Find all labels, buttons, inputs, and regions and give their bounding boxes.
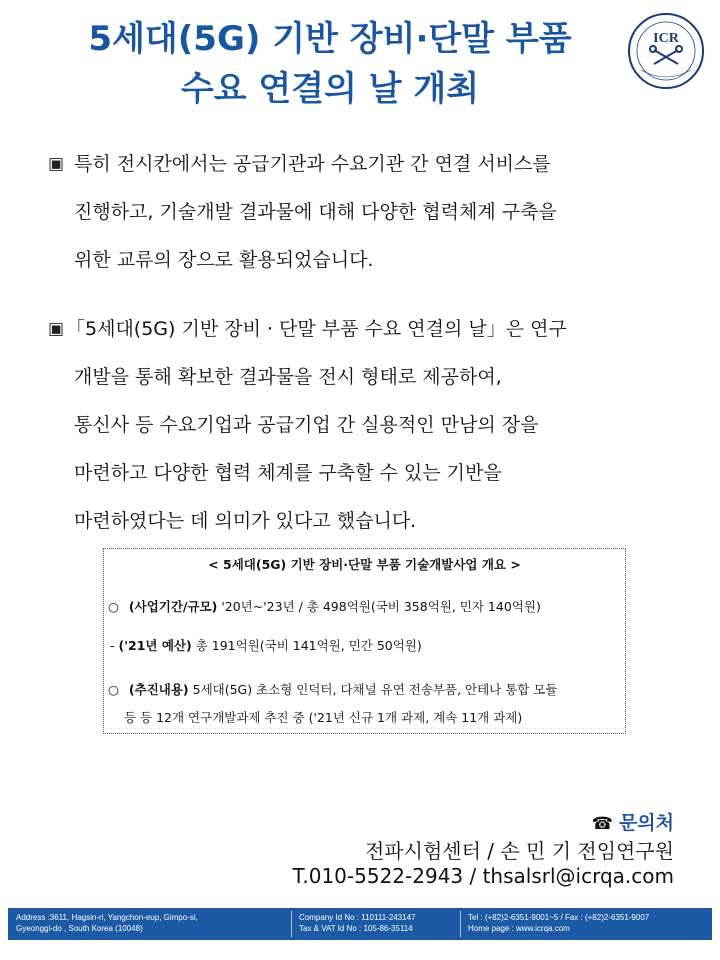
summary-title: < 5세대(5G) 기반 장비·단말 부품 기술개발사업 개요 > <box>208 557 521 572</box>
page-title <box>30 14 630 114</box>
footer-company-line: Tax & VAT Id No : 105-86-35114 <box>299 924 413 933</box>
paragraph-line: 개발을 통해 확보한 결과물을 전시 형태로 제공하여, <box>74 366 502 388</box>
contact-heading-label: 문의처 <box>618 812 674 834</box>
paragraph-2 <box>44 305 684 545</box>
summary-item-budget <box>110 636 422 654</box>
summary-item-text: 총 191억원(국비 141억원, 민간 50억원) <box>191 638 422 653</box>
phone-icon: ☎ <box>591 814 613 834</box>
footer-company-ids <box>299 912 416 934</box>
logo-text: ICR <box>653 31 679 46</box>
dash-bullet: - <box>110 638 119 653</box>
footer-divider <box>460 911 461 937</box>
footer-contact <box>468 912 649 934</box>
footer-address-line: Gyeonggi-do , South Korea (10048) <box>16 924 143 933</box>
circle-bullet-icon: ○ <box>108 599 119 614</box>
paragraph-line: 마련하고 다양한 협력 체계를 구축할 수 있는 기반을 <box>74 462 502 484</box>
title-line-2: 수요 연결의 날 개최 <box>180 69 480 109</box>
footer-homepage-line: Home page : www.icrqa.com <box>468 924 570 933</box>
paragraph-line: 특히 전시칸에서는 공급기관과 수요기관 간 연결 서비스를 <box>74 153 551 175</box>
paragraph-line: 통신사 등 수요기업과 공급기업 간 실용적인 만남의 장을 <box>74 414 539 436</box>
summary-item-text: 5세대(5G) 초소형 인덕터, 다채널 유연 전송부품, 안테나 통합 모듈 <box>188 682 558 697</box>
circle-bullet-icon: ○ <box>108 682 119 697</box>
icr-logo <box>627 12 705 90</box>
footer-divider <box>291 911 292 937</box>
title-line-1: 5세대(5G) 기반 장비·단말 부품 <box>88 19 572 59</box>
summary-item-label: (추진내용) <box>128 682 189 697</box>
contact-heading <box>592 808 674 835</box>
summary-item-period <box>108 597 541 615</box>
footer-address-line: Address :3611, Hagsin-ri, Yangchon-eup, Gimpo-si, <box>16 913 198 922</box>
summary-item-content-line2: 등 등 12개 연구개발과제 추진 중 ('21년 신규 1개 과제, 계속 11개 과제) <box>124 710 523 725</box>
paragraph-line: 「5세대(5G) 기반 장비 · 단말 부품 수요 연결의 날」은 연구 <box>66 318 567 340</box>
footer-bar <box>8 908 712 940</box>
paragraph-line: 진행하고, 기술개발 결과물에 대해 다양한 협력체계 구축을 <box>74 201 557 223</box>
square-bullet-icon: ▣ <box>48 154 65 174</box>
summary-item-text: '20년~'23년 / 총 498억원(국비 358억원, 민자 140억원) <box>217 599 541 614</box>
square-bullet-icon: ▣ <box>48 319 65 339</box>
paragraph-1 <box>44 140 684 284</box>
paragraph-line: 위한 교류의 장으로 활용되었습니다. <box>74 249 374 271</box>
footer-company-line: Company Id No : 110111-243147 <box>299 913 416 922</box>
summary-item-label: (사업기간/규모) <box>128 599 218 614</box>
summary-item-content <box>108 680 558 698</box>
paragraph-line: 마련하였다는 데 의미가 있다고 했습니다. <box>74 510 417 532</box>
footer-address <box>16 912 198 934</box>
contact-name: 전파시험센터 / 손 민 기 전임연구원 <box>364 839 674 863</box>
contact-info: T.010-5522-2943 / thsalsrl@icrqa.com <box>292 864 674 888</box>
summary-item-label: ('21년 예산) <box>118 638 192 653</box>
project-summary-box <box>103 548 626 734</box>
footer-tel-line: Tel : (+82)2-6351-9001~5 / Fax : (+82)2-6351-9007 <box>468 913 650 922</box>
